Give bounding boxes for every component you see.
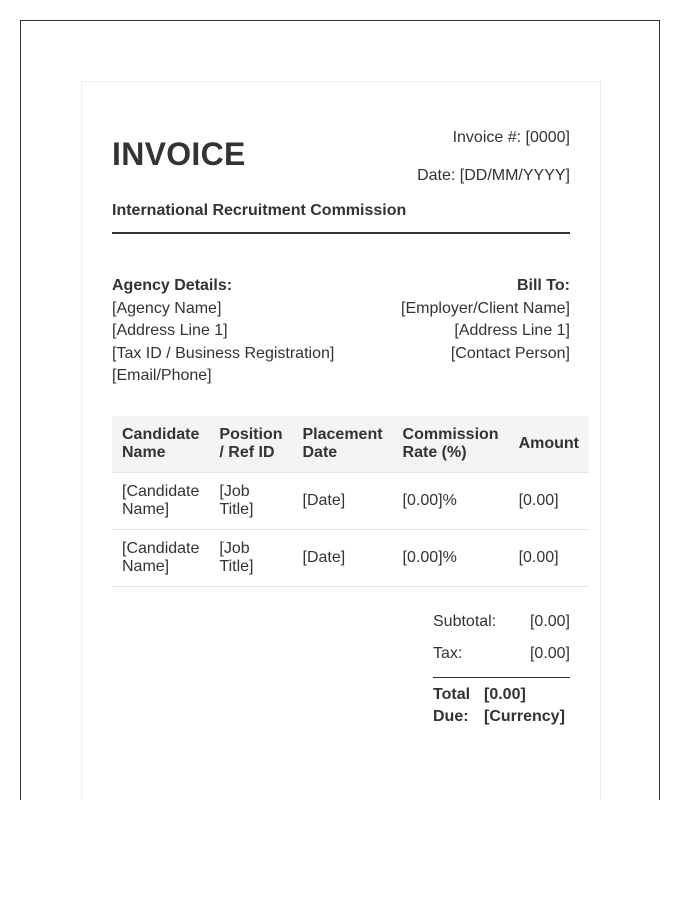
table-row	[112, 473, 589, 530]
column-header: Amount	[509, 416, 589, 473]
table-cell: [0.00]%	[393, 530, 509, 587]
total-due-label-line: Due:	[433, 708, 469, 725]
total-due-label	[433, 684, 470, 728]
table-cell: [Candidate Name]	[112, 530, 209, 587]
table-cell: [0.00]	[509, 473, 589, 530]
column-header: Commission Rate (%)	[393, 416, 509, 473]
table-cell: [Job Title]	[209, 530, 292, 587]
table-row	[112, 530, 589, 587]
subtotal-value: [0.00]	[529, 613, 570, 630]
column-header: Position / Ref ID	[209, 416, 292, 473]
invoice-title: INVOICE	[112, 136, 246, 172]
table-cell: [0.00]%	[393, 473, 509, 530]
header-divider	[112, 232, 570, 234]
line-items-table	[112, 416, 589, 587]
column-header: Placement Date	[293, 416, 393, 473]
client-name: [Employer/Client Name]	[401, 299, 570, 317]
subtotal-label: Subtotal:	[433, 613, 497, 630]
client-address: [Address Line 1]	[454, 322, 570, 339]
table-cell: [0.00]	[509, 530, 589, 587]
agency-contact: [Email/Phone]	[112, 367, 212, 384]
agency-tax-id: [Tax ID / Business Registration]	[112, 344, 335, 362]
table-cell: [Candidate Name]	[112, 473, 209, 530]
table-header-row	[112, 416, 589, 473]
agency-details	[112, 275, 334, 388]
table-cell: [Date]	[293, 473, 393, 530]
total-due-amount: [0.00]	[484, 686, 526, 703]
invoice-number: Invoice #: [0000]	[452, 129, 570, 146]
invoice-subtitle: International Recruitment Commission	[112, 202, 407, 219]
column-header: Candidate Name	[112, 416, 209, 473]
agency-heading: Agency Details:	[112, 277, 233, 294]
agency-name: [Agency Name]	[112, 299, 222, 317]
table-cell: [Job Title]	[209, 473, 292, 530]
client-contact: [Contact Person]	[450, 344, 570, 362]
tax-value: [0.00]	[529, 645, 570, 662]
total-due-currency: [Currency]	[484, 708, 565, 725]
total-due-label-line: Total	[433, 686, 471, 703]
tax-label: Tax:	[433, 645, 463, 662]
table-cell: [Date]	[293, 530, 393, 587]
invoice-date: Date: [DD/MM/YYYY]	[417, 167, 570, 184]
totals-divider	[433, 677, 570, 678]
total-due-value	[484, 684, 565, 728]
agency-address: [Address Line 1]	[112, 322, 228, 339]
bill-to	[401, 275, 570, 365]
bill-to-heading: Bill To:	[516, 277, 570, 294]
